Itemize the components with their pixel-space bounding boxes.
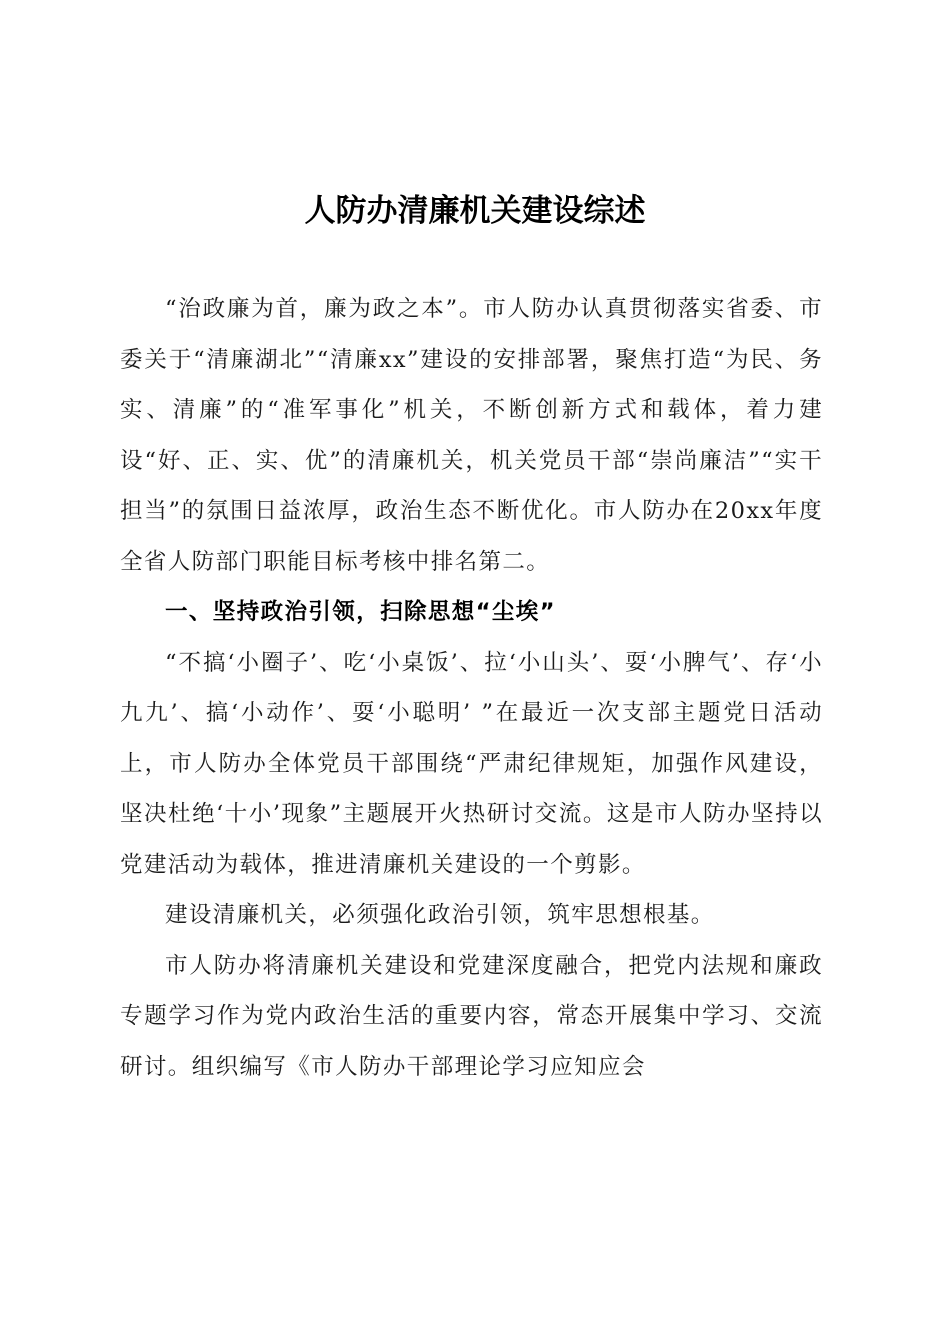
paragraph-study: 市人防办将清廉机关建设和党建深度融合，把党内法规和廉政专题学习作为党内政治生活的重要内容，常态开展集中学习、交流研讨。组织编写《市人防办干部理论学习应知应会 [120,952,823,1080]
paragraph-party-day: “不搞‘小圈子’、吃‘小桌饭’、拉‘小山头’、耍‘小脾气’、存‘小九九’、搞‘小动作’、耍‘小聪明’ ”在最近一次支部主题党日活动上，市人防办全体党员干部围绕“严肃纪律规矩，加强作风建设，坚决杜绝‘十小’现象”主题展开火热研讨交流。这是市人防办坚持以党建活动为载体，推进清廉机关建设的一个剪影。 [120,649,823,878]
paragraph-intro: “治政廉为首，廉为政之本”。市人防办认真贯彻落实省委、市委关于“清廉湖北”“清廉xx”建设的安排部署，聚焦打造“为民、务实、清廉”的“准军事化”机关，不断创新方式和载体，着力建设“好、正、实、优”的清廉机关，机关党员干部“崇尚廉洁”“实干担当”的氛围日益浓厚，政治生态不断优化。市人防办在20xx年度全省人防部门职能目标考核中排名第二。 [120,296,823,575]
paragraph-political-guidance: 建设清廉机关，必须强化政治引领，筑牢思想根基。 [165,902,715,928]
section-heading-1: 一、坚持政治引领，扫除思想“尘埃” [165,599,556,625]
document-body [120,284,823,1092]
document-title: 人防办清廉机关建设综述 [304,193,646,229]
